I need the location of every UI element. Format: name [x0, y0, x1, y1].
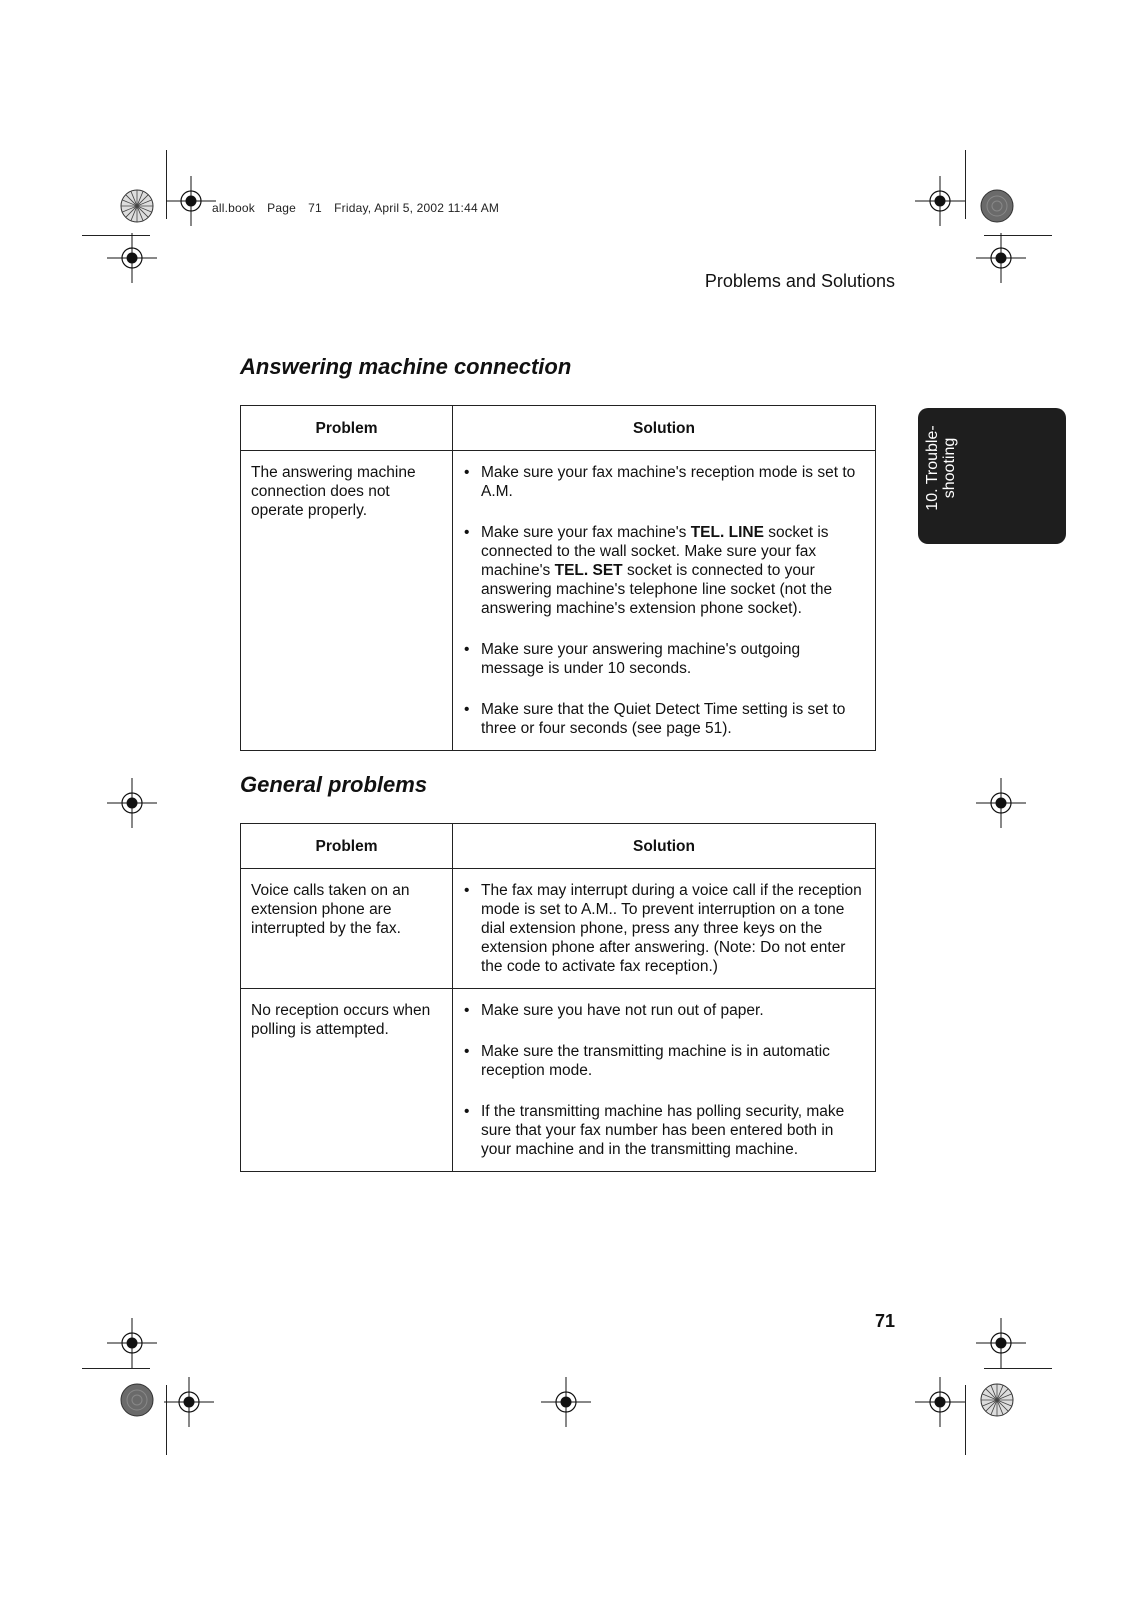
bullet-text: [481, 640, 867, 678]
bullet-text: [481, 523, 867, 618]
registration-target-icon: [976, 778, 1026, 828]
solution-bullet: [464, 640, 867, 678]
solution-cell: [453, 869, 876, 989]
problem-column-header: Problem: [241, 406, 453, 451]
bullet-text-run: If the transmitting machine has polling security, make sure that your fax number has been entered both in your machine and in the transmitting machine.: [481, 1103, 845, 1158]
problem-cell: No reception occurs when polling is attempted.: [241, 989, 453, 1172]
solution-bullet: [464, 881, 867, 976]
crop-mark: [965, 150, 966, 219]
bullet-dot-icon: •: [464, 464, 470, 481]
bullet-text-run: Make sure the transmitting machine is in automatic reception mode.: [481, 1043, 830, 1079]
table-header-row: [241, 406, 876, 451]
table-row: [241, 869, 876, 989]
table-row: [241, 451, 876, 751]
halftone-dial-icon: [120, 1383, 154, 1417]
bullet-text: [481, 1102, 867, 1159]
crop-mark: [965, 1385, 966, 1455]
registration-target-icon: [915, 176, 965, 226]
bullet-text-run: Make sure your fax machine's: [481, 524, 691, 541]
bullet-text: [481, 881, 867, 976]
bullet-text-run: Make sure that the Quiet Detect Time setting is set to three or four seconds (see page 51).: [481, 701, 846, 737]
bullet-dot-icon: •: [464, 1002, 470, 1019]
bullet-dot-icon: •: [464, 524, 470, 541]
starburst-dial-icon: [120, 189, 154, 223]
solution-column-header: Solution: [453, 824, 876, 869]
solution-column-header: Solution: [453, 406, 876, 451]
solution-bullet: [464, 700, 867, 738]
chapter-tab-line2: shooting: [941, 437, 958, 499]
socket-label-tel-line: TEL. LINE: [690, 524, 764, 541]
problem-column-header: Problem: [241, 824, 453, 869]
table-row: [241, 989, 876, 1172]
solution-cell: [453, 451, 876, 751]
registration-target-icon: [976, 1318, 1026, 1368]
bullet-text-run: Make sure your fax machine's reception mode is set to A.M.: [481, 464, 856, 500]
registration-target-icon: [915, 1377, 965, 1427]
bullet-dot-icon: •: [464, 641, 470, 658]
bullet-text: [481, 1001, 867, 1020]
bullet-text: [481, 1042, 867, 1080]
bullet-dot-icon: •: [464, 882, 470, 899]
solution-bullet: [464, 1102, 867, 1159]
print-info-slug: all.book Page 71 Friday, April 5, 2002 11:44 AM: [212, 201, 500, 215]
bullet-text: [481, 463, 867, 501]
crop-mark: [82, 1368, 150, 1369]
solution-bullet: [464, 1001, 867, 1020]
section-title: Answering machine connection: [240, 354, 572, 379]
registration-target-icon: [107, 778, 157, 828]
starburst-dial-icon: [980, 1383, 1014, 1417]
socket-label-tel-set: TEL. SET: [554, 562, 623, 579]
problems-table: [240, 823, 876, 1172]
bullet-text-run: Make sure your answering machine's outgoing message is under 10 seconds.: [481, 641, 801, 677]
registration-target-icon: [164, 1377, 214, 1427]
registration-target-icon: [976, 233, 1026, 283]
section-title: General problems: [240, 772, 428, 797]
solution-bullet: [464, 1042, 867, 1080]
bullet-dot-icon: •: [464, 1043, 470, 1060]
registration-target-icon: [107, 233, 157, 283]
bullet-text-run: Make sure you have not run out of paper.: [481, 1002, 764, 1019]
bullet-text-run: The fax may interrupt during a voice call if the reception mode is set to A.M.. To prevent interruption on a tone dial extension phone, press any three keys on the extension phone after answering. (Note: Do not enter the code to activate fax reception.): [481, 882, 862, 975]
problem-cell: The answering machine connection does not operate properly.: [241, 451, 453, 751]
table-header-row: [241, 824, 876, 869]
registration-target-icon: [107, 1318, 157, 1368]
bullet-dot-icon: •: [464, 701, 470, 718]
solution-bullet: [464, 463, 867, 501]
registration-target-icon: [166, 176, 216, 226]
solution-cell: [453, 989, 876, 1172]
bullet-text-run: socket is connected to the wall socket. Make sure your fax machine's: [481, 524, 829, 579]
problems-table: [240, 405, 876, 751]
bullet-text-run: socket is connected to your answering machine's telephone line socket (not the answering machine's extension phone socket).: [481, 562, 833, 617]
registration-target-icon: [541, 1377, 591, 1427]
running-head: Problems and Solutions: [704, 271, 895, 291]
chapter-side-tab: [918, 408, 1066, 544]
chapter-tab-label: [924, 400, 984, 536]
halftone-dial-icon: [980, 189, 1014, 223]
solution-bullet: [464, 523, 867, 618]
crop-mark: [984, 1368, 1052, 1369]
problem-cell: Voice calls taken on an extension phone are interrupted by the fax.: [241, 869, 453, 989]
bullet-dot-icon: •: [464, 1103, 470, 1120]
chapter-tab-line1: 10. Trouble-: [924, 425, 941, 511]
bullet-text: [481, 700, 867, 738]
page-number: 71: [874, 1311, 895, 1331]
